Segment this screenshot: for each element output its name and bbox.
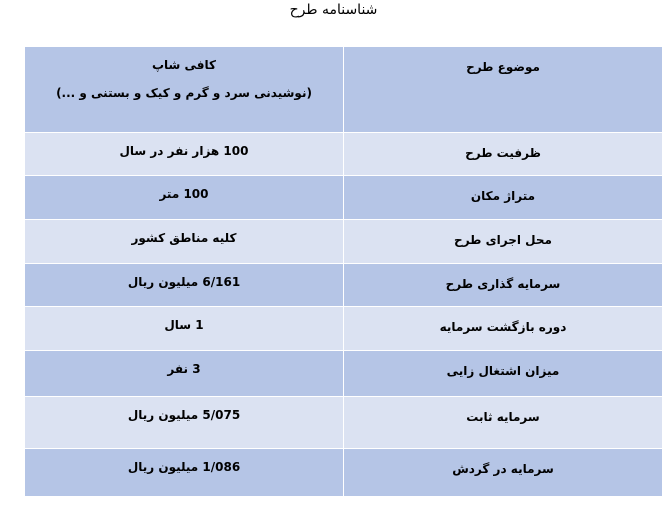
plan-table bbox=[24, 46, 663, 497]
table-row bbox=[25, 47, 663, 133]
row-value: کلیه مناطق کشور bbox=[25, 220, 344, 264]
table-row bbox=[25, 264, 663, 307]
row-label: سرمایه در گردش bbox=[344, 449, 663, 497]
row-value: 5/075 میلیون ریال bbox=[25, 397, 344, 449]
row-label: سرمایه ثابت bbox=[344, 397, 663, 449]
row-label: محل اجرای طرح bbox=[344, 220, 663, 264]
row-value-main: کافی شاپ bbox=[151, 58, 217, 72]
row-value: 6/161 میلیون ریال bbox=[25, 264, 344, 307]
row-value: 1/086 میلیون ریال bbox=[25, 449, 344, 497]
row-label: میزان اشتغال زایی bbox=[344, 351, 663, 397]
table-row bbox=[25, 176, 663, 220]
row-value: 1 سال bbox=[25, 307, 344, 351]
table-row bbox=[25, 397, 663, 449]
table-row bbox=[25, 351, 663, 397]
row-label: سرمایه گذاری طرح bbox=[344, 264, 663, 307]
table-row bbox=[25, 307, 663, 351]
row-label: دوره بازگشت سرمایه bbox=[344, 307, 663, 351]
row-value: 100 هزار نفر در سال bbox=[25, 133, 344, 176]
row-label: موضوع طرح bbox=[344, 47, 663, 133]
row-value: 3 نفر bbox=[25, 351, 344, 397]
row-value bbox=[25, 47, 344, 133]
table-row bbox=[25, 220, 663, 264]
page-title: شناسنامه طرح bbox=[289, 2, 378, 18]
row-label: متراژ مکان bbox=[344, 176, 663, 220]
row-value: 100 متر bbox=[25, 176, 344, 220]
table-row bbox=[25, 449, 663, 497]
row-label: ظرفیت طرح bbox=[344, 133, 663, 176]
row-value-sub: (نوشیدنی سرد و گرم و کیک و بستنی و ...) bbox=[56, 86, 312, 100]
table-row bbox=[25, 133, 663, 176]
